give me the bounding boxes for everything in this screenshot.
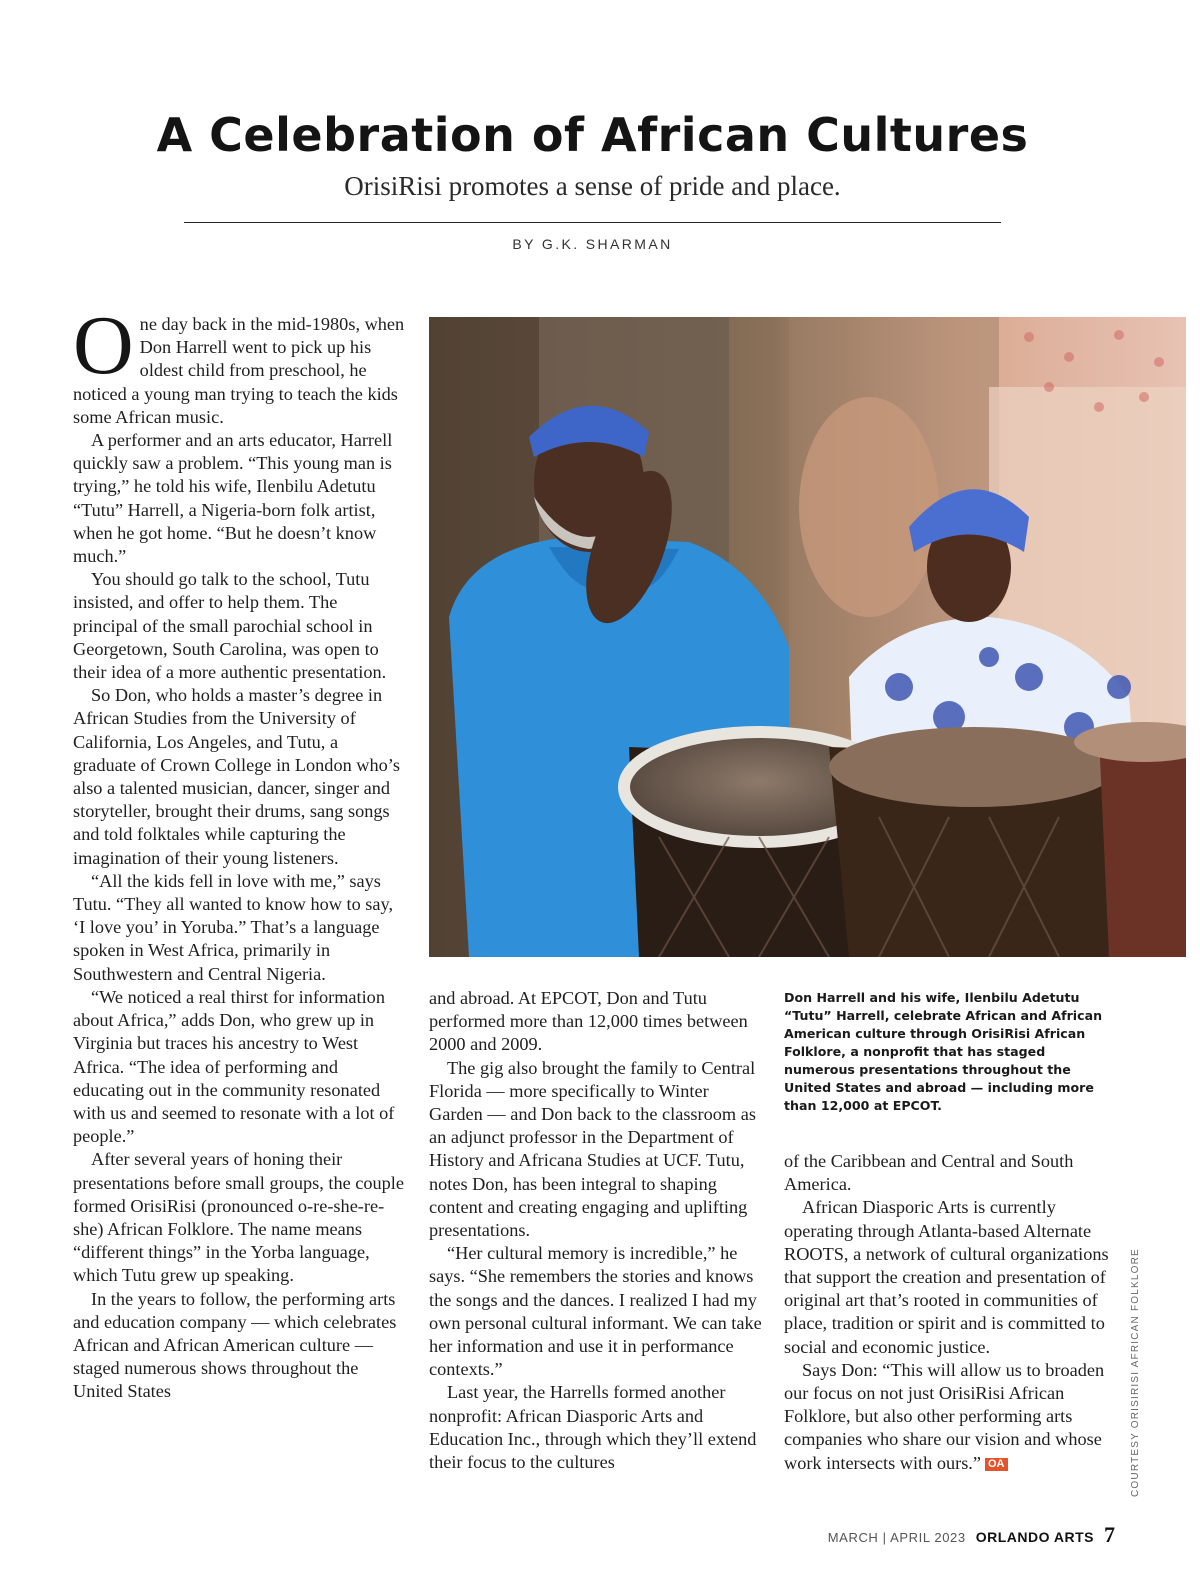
paragraph: “Her cultural memory is incredible,” he says. “She remembers the stories and knows the songs and the dances. I realized I had my own personal cultural informant. We can take her information and use it in performance contexts.” [429, 1243, 762, 1380]
paragraph: The gig also brought the family to Central Florida — more specifically to Winter Garden — and Don back to the classroom as an adjunct professor in the Department of History and Africana Studies at UCF. Tutu, notes Don, has been integral to shaping content and creating engaging and uplifting presentations. [429, 1057, 756, 1241]
body-column-1 [73, 299, 405, 1404]
paragraph: After several years of honing their presentations before small groups, the couple formed OrisiRisi (pronounced o-re-she-re-she) African Folklore. The name means “different things” in the Yorba language, which Tutu grew up speaking. [73, 1149, 404, 1286]
article-photo [429, 317, 1186, 957]
paragraph: In the years to follow, the performing arts and education company — which celebrates African and African American culture — staged numerous shows throughout the United States [73, 1288, 397, 1402]
paragraph: Says Don: “This will allow us to broaden our focus on not just OrisiRisi African Folklore, but also other performing arts companies who share our vision and whose work intersects with ours.” OA [784, 1359, 1105, 1473]
end-mark-icon: OA [985, 1458, 1008, 1471]
photo-caption: Don Harrell and his wife, Ilenbilu Adetutu “Tutu” Harrell, celebrate African and African American culture through OrisiRisi African Folklore, a nonprofit that has staged numerous presentations throughout the United States and abroad — including more than 12,000 at EPCOT. [784, 990, 1103, 1113]
page-number: 7 [1104, 1522, 1115, 1547]
drop-cap: O [73, 299, 134, 392]
paragraph: Last year, the Harrells formed another nonprofit: African Diasporic Arts and Education Inc., through which they’ll extend their focus to the cultures [429, 1382, 757, 1473]
body-column-2 [429, 987, 764, 1474]
paragraph: A performer and an arts educator, Harrell quickly saw a problem. “This young man is trying,” he told his wife, Ilenbilu Adetutu “Tutu” Harrell, a Nigeria-born folk artist, when he got home. “But he doesn’t know much.” [73, 430, 393, 567]
photo-credit: COURTESY ORISIRISI AFRICAN FOLKLORE [1130, 1248, 1141, 1497]
article-subtitle: OrisiRisi promotes a sense of pride and place. [344, 171, 841, 201]
paragraph: You should go talk to the school, Tutu insisted, and offer to help them. The principal of the small parochial school in Georgetown, South Carolina, was open to their idea of a more authentic presentation. [73, 569, 387, 683]
byline: BY G.K. SHARMAN [512, 236, 673, 252]
paragraph: So Don, who holds a master’s degree in African Studies from the University of California, Los Angeles, and Tutu, a graduate of Crown College in London who’s also a talented musician, dancer, singer and storyteller, brought their drums, sang songs and told folktales while capturing the imagination of their young listeners. [73, 685, 400, 868]
article-title: A Celebration of African Cultures [156, 108, 1029, 162]
body-column-3 [784, 1150, 1116, 1475]
paragraph: One day back in the mid-1980s, when Don Harrell went to pick up his oldest child from preschool, he noticed a young man trying to teach the kids some African music. [73, 299, 405, 427]
paragraph: “All the kids fell in love with me,” says Tutu. “They all wanted to know how to say, ‘I love you’ in Yoruba.” That’s a language spoken in West Africa, primarily in Southwestern and Central Nigeria. [73, 870, 394, 984]
magazine-name: ORLANDO ARTS [975, 1529, 1094, 1545]
title-divider [184, 222, 1001, 223]
paragraph: “We noticed a real thirst for information about Africa,” adds Don, who grew up in Virginia but traces his ancestry to West Africa. “The idea of performing and educating out in the community resonated with us and seemed to resonate with a lot of people.” [73, 986, 395, 1147]
paragraph: African Diasporic Arts is currently operating through Atlanta-based Alternate ROOTS, a network of cultural organizations that support the creation and presentation of original art that’s rooted in communities of place, tradition or spirit and is committed to social and economic justice. [784, 1197, 1109, 1357]
issue-date: MARCH | APRIL 2023 [827, 1530, 966, 1545]
page-footer [828, 1522, 1115, 1548]
paragraph: of the Caribbean and Central and South America. [784, 1151, 1074, 1195]
paragraph: and abroad. At EPCOT, Don and Tutu performed more than 12,000 times between 2000 and 2009. [429, 988, 748, 1055]
